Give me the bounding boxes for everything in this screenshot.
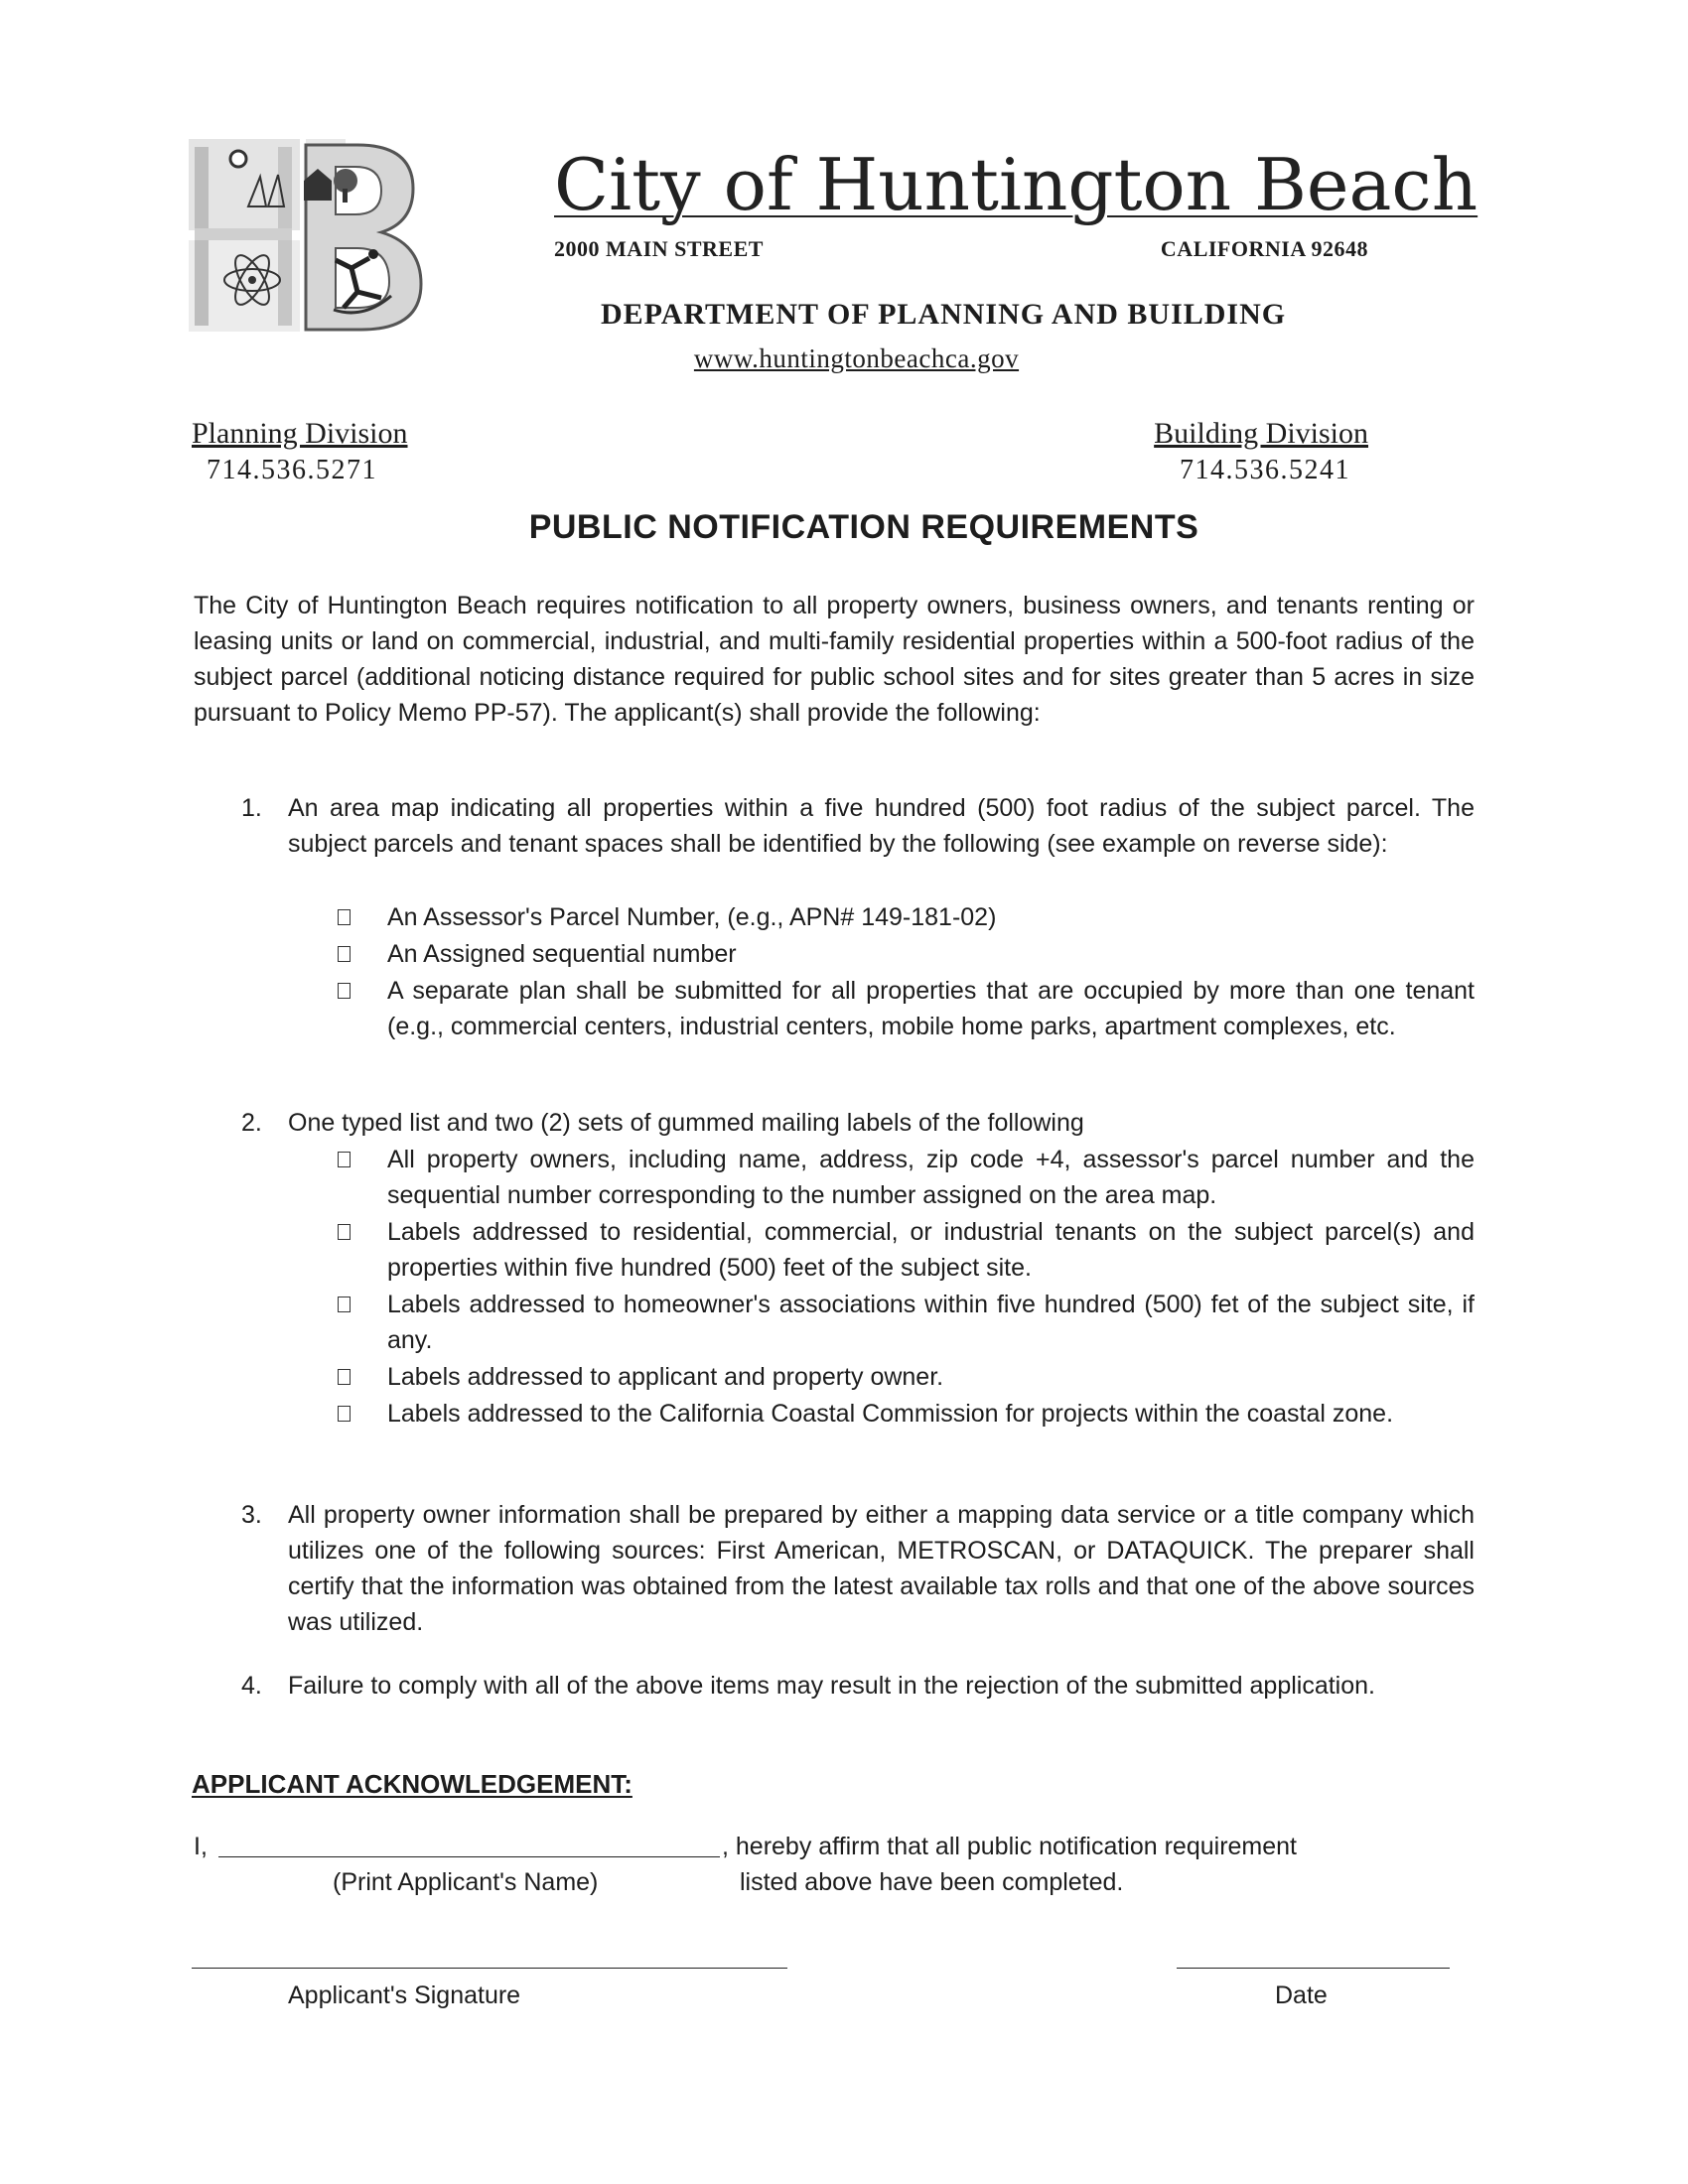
building-division-phone: 714.536.5241 [1180, 455, 1350, 485]
applicant-name-caption: (Print Applicant's Name) [333, 1868, 599, 1896]
city-name: City of Huntington Beach [554, 143, 1478, 226]
signature-caption: Applicant's Signature [288, 1981, 521, 2009]
document-title: PUBLIC NOTIFICATION REQUIREMENTS [528, 508, 1199, 546]
subitem-text: Labels addressed to residential, commercial, or industrial tenants on the subject parcel(s) and properties within five hundred (500) feet of the subject site. [387, 1218, 1475, 1282]
planning-division-name: Planning Division [192, 417, 408, 450]
checkbox-icon [338, 1406, 351, 1422]
applicant-signature-field[interactable] [192, 1968, 787, 1969]
requirement-text: An area map indicating all properties within a five hundred (500) foot radius of the subject parcel. The subject parcels and tenant spaces shall be identified by the following (see example on reverse side): [288, 794, 1475, 858]
requirement-number: 2. [241, 1109, 262, 1137]
subitem-text: Labels addressed to homeowner's associations within five hundred (500) fet of the subject site, if any. [387, 1291, 1475, 1354]
intro-paragraph: The City of Huntington Beach requires notification to all property owners, business owners, and tenants renting or leasing units or land on commercial, industrial, and multi-family residential properties within a 500-foot radius of the subject parcel (additional noticing distance required for public school sites and for sites greater than 5 acres in size pursuant to Policy Memo PP-57). The applicant(s) shall provide the following: [194, 592, 1475, 727]
subitem-text: An Assigned sequential number [387, 940, 737, 968]
requirement-number: 4. [241, 1672, 262, 1700]
subitem-text: An Assessor's Parcel Number, (e.g., APN# 149-181-02) [387, 903, 997, 931]
acknowledgement-statement-continued: listed above have been completed. [740, 1868, 1124, 1896]
checkbox-icon [338, 983, 351, 999]
acknowledgement-statement: , hereby affirm that all public notification requirement [722, 1833, 1298, 1860]
state-zip: CALIFORNIA 92648 [1160, 236, 1368, 261]
requirement-text: One typed list and two (2) sets of gummed mailing labels of the following [288, 1109, 1084, 1137]
checkbox-icon [338, 1152, 351, 1167]
checkbox-icon [338, 909, 351, 925]
date-caption: Date [1275, 1981, 1328, 2009]
requirement-text: Failure to comply with all of the above items may result in the rejection of the submitted application. [288, 1672, 1375, 1700]
date-field[interactable] [1177, 1968, 1450, 1969]
website-link[interactable]: www.huntingtonbeachca.gov [693, 343, 1020, 373]
city-logo-icon [187, 137, 425, 336]
requirement-text: All property owner information shall be prepared by either a mapping data service or a title company which utilizes one of the following sources: First American, METROSCAN, or DATAQUICK. The preparer shall certify that the information was obtained from the latest available tax rolls and that one of the above sources was utilized. [288, 1501, 1475, 1636]
planning-division-phone: 714.536.5271 [207, 455, 377, 485]
building-division-name: Building Division [1154, 417, 1368, 450]
acknowledgement-heading: APPLICANT ACKNOWLEDGEMENT: [192, 1769, 633, 1799]
website-container [0, 343, 1688, 374]
checkbox-icon [338, 1297, 351, 1312]
checkbox-icon [338, 1224, 351, 1240]
requirement-number: 3. [241, 1501, 262, 1529]
subitem-text: Labels addressed to applicant and property owner. [387, 1363, 944, 1391]
subitem-text: All property owners, including name, address, zip code +4, assessor's parcel number and the sequential number corresponding to the number assigned on the area map. [387, 1146, 1475, 1209]
acknowledgement-prefix: I, [194, 1833, 208, 1860]
applicant-name-field[interactable] [218, 1856, 720, 1857]
street-address: 2000 MAIN STREET [554, 236, 764, 261]
subitem-text: A separate plan shall be submitted for all properties that are occupied by more than one tenant (e.g., commercial centers, industrial centers, mobile home parks, apartment complexes, etc. [387, 977, 1475, 1040]
checkbox-icon [338, 1369, 351, 1385]
checkbox-icon [338, 946, 351, 962]
department-name: DEPARTMENT OF PLANNING AND BUILDING [601, 298, 1287, 331]
subitem-text: Labels addressed to the California Coastal Commission for projects within the coastal zone. [387, 1400, 1394, 1428]
requirement-number: 1. [241, 794, 262, 822]
